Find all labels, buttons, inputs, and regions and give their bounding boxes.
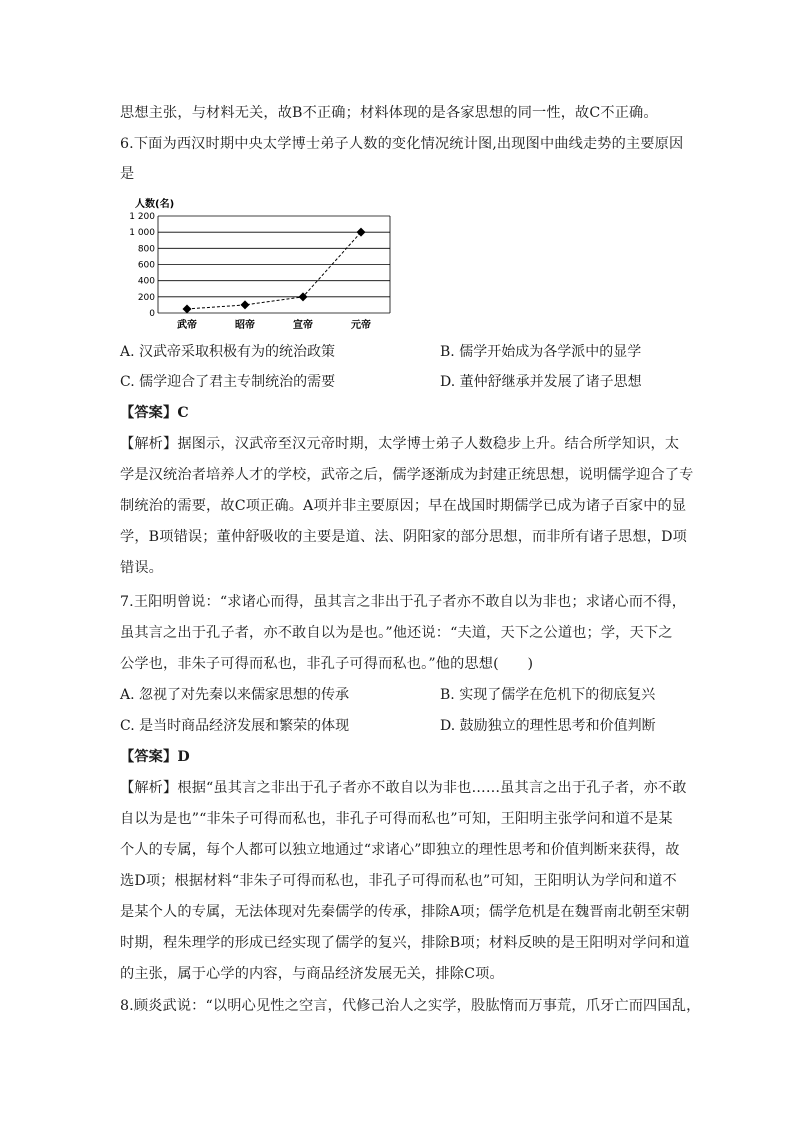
question-8-stem-1: 8.顾炎武说：“以明心见性之空言，代修己治人之实学，股肱惰而万事荒，爪牙亡而四国乱，	[120, 998, 701, 1014]
question-6-explanation-3: 制统治的需要，故C项正确。A项并非主要原因；早在战国时期儒学已成为诸子百家中的显	[120, 498, 687, 514]
question-6-option-c: C. 儒学迎合了君主专制统治的需要	[120, 374, 336, 390]
previous-explanation-tail: 思想主张，与材料无关，故B不正确；材料体现的是各家思想的同一性，故C不正确。	[120, 105, 658, 121]
question-7-stem-2: 虽其言之出于孔子者，亦不敢自以为是也。”他还说：“夫道，天下之公道也；学，天下之	[120, 625, 673, 641]
question-6-answer: 【答案】C	[120, 405, 189, 421]
chart-data-point	[183, 304, 192, 313]
chart-y-tick-label: 200	[137, 292, 155, 303]
question-6-explanation-1: 【解析】据图示，汉武帝至汉元帝时期，太学博士弟子人数稳步上升。结合所学知识，太	[120, 436, 680, 452]
chart-y-tick-label: 800	[137, 244, 155, 255]
chart-y-axis-label: 人数(名)	[135, 199, 175, 210]
question-7-explanation-1: 【解析】根据“虽其言之非出于孔子者亦不敢自以为非也……虽其言之出于孔子者，亦不敢	[120, 780, 687, 796]
chart-y-tick-label: 1 000	[129, 228, 155, 239]
chart-y-tick-label: 0	[149, 309, 155, 319]
question-7-explanation-3: 个人的专属，每个人都可以独立地通过“求诸心”即独立的理性思考和价值判断来获得，故	[120, 842, 680, 858]
question-7-explanation-2: 自以为是也”“非朱子可得而私也，非孔子可得而私也”可知，王阳明主张学问和道不是某	[120, 811, 673, 827]
chart-x-tick-label: 武帝	[177, 320, 197, 331]
question-7-stem-1: 7.王阳明曾说：“求诸心而得，虽其言之非出于孔子者亦不敢自以为非也；求诸心而不得，	[120, 594, 687, 610]
question-7-answer: 【答案】D	[120, 749, 190, 765]
question-6-option-d: D. 董仲舒继承并发展了诸子思想	[440, 374, 642, 390]
chart-y-tick-label: 1 200	[129, 212, 155, 222]
chart-x-tick-label: 宣帝	[293, 320, 313, 331]
chart-series-line	[187, 232, 361, 309]
question-6-explanation-4: 学，B项错误；董仲舒吸收的主要是道、法、阴阳家的部分思想，而非所有诸子思想，D项	[120, 529, 687, 545]
question-6-stem-cont: 是	[120, 166, 135, 182]
question-6-option-b: B. 儒学开始成为各学派中的显学	[440, 344, 642, 360]
question-7-option-d: D. 鼓励独立的理性思考和价值判断	[440, 718, 656, 734]
question-6-explanation-2: 学是汉统治者培养人才的学校，武帝之后，儒学逐渐成为封建正统思想，说明儒学迎合了专	[120, 467, 694, 483]
chart-data-point	[357, 228, 366, 237]
chart-x-tick-label: 元帝	[351, 320, 371, 331]
question-7-explanation-6: 时期，程朱理学的形成已经实现了儒学的复兴，排除B项；材料反映的是王阳明对学问和道	[120, 935, 690, 951]
question-7-explanation-7: 的主张，属于心学的内容，与商品经济发展无关，排除C项。	[120, 966, 504, 982]
question-6-option-a: A. 汉武帝采取积极有为的统治政策	[120, 344, 336, 360]
question-7-stem-3: 公学也，非朱子可得而私也，非孔子可得而私也。”他的思想( )	[120, 656, 534, 672]
question-6-stem: 6.下面为西汉时期中央太学博士弟子人数的变化情况统计图,出现图中曲线走势的主要原因	[120, 136, 684, 152]
chart-y-tick-label: 600	[137, 260, 155, 271]
question-7-option-b: B. 实现了儒学在危机下的彻底复兴	[440, 687, 656, 703]
question-7-option-a: A. 忽视了对先秦以来儒家思想的传承	[120, 687, 350, 703]
question-7-explanation-5: 是某个人的专属，无法体现对先秦儒学的传承，排除A项；儒学危机是在魏晋南北朝至宋朝	[120, 904, 690, 920]
question-7-explanation-4: 选D项；根据材料“非朱子可得而私也，非孔子可得而私也”可知，王阳明认为学问和道不	[120, 873, 677, 889]
question-7-option-c: C. 是当时商品经济发展和繁荣的体现	[120, 718, 350, 734]
question-6-explanation-5: 错误。	[120, 560, 164, 576]
chart-x-tick-label: 昭帝	[235, 320, 255, 331]
student-count-line-chart	[116, 196, 406, 336]
chart-data-point	[241, 300, 250, 309]
chart-y-tick-label: 400	[137, 276, 155, 287]
